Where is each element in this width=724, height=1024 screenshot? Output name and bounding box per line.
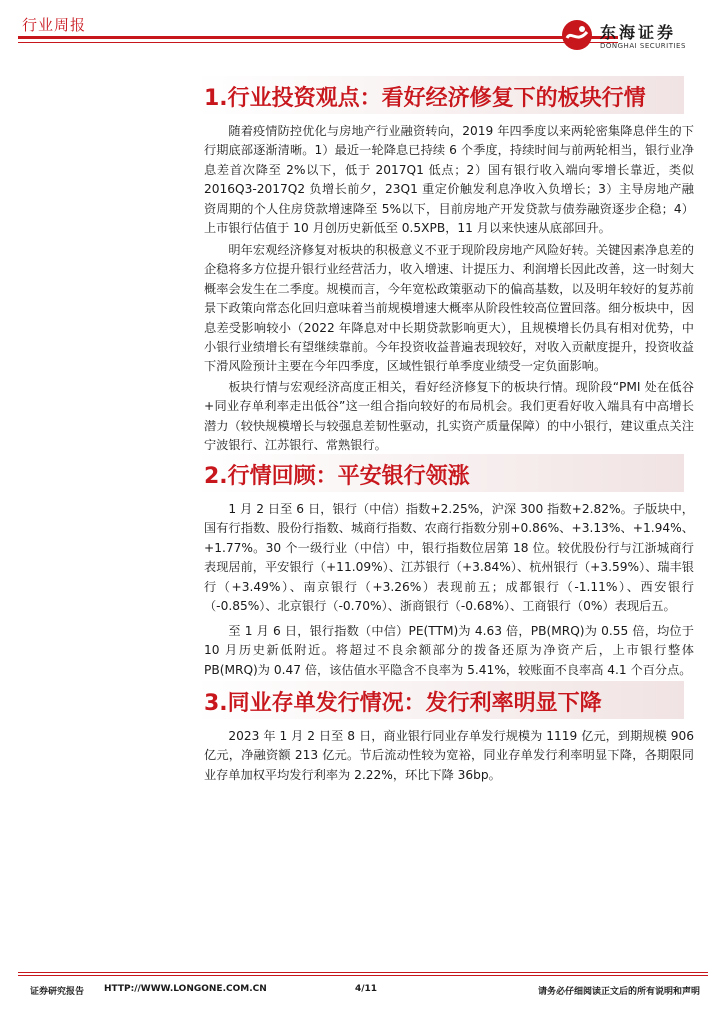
section-title-2: 2.行情回顾：平安银行领涨: [204, 464, 470, 489]
logo-text-cn: 东海证券: [600, 23, 677, 42]
company-logo: [560, 18, 710, 54]
header-divider: [18, 36, 618, 39]
report-type-label: 行业周报: [22, 16, 87, 34]
logo-emblem-icon: [560, 18, 594, 52]
logo-text-en: DONGHAI SECURITIES: [600, 42, 686, 50]
paragraph: 2023 年 1 月 2 日至 8 日，商业银行同业存单发行规模为 1119 亿元，到期规模 906 亿元，净融资额 213 亿元。节后流动性较为宽裕，同业存单发行利率明显下降，各期限同业存单加权平均发行利率为 2.22%，环比下降 36bp。: [204, 729, 694, 782]
section-title-3: 3.同业存单发行情况：发行利率明显下降: [204, 691, 602, 716]
header-divider-thin: [18, 42, 618, 43]
paragraph: 随着疫情防控优化与房地产行业融资转向，2019 年四季度以来两轮密集降息伴生的下行期底部逐渐清晰。1）最近一轮降息已持续 6 个季度，持续时间与前两轮相当，银行业净息差首次降至 2%以下，低于 2017Q1 低点；2）国有银行收入端向零增长靠近，类似 2016Q3-2017Q2 负增长前夕，23Q1 重定价触发利息净收入负增长；3）主导房地产融资周期的个人住房贷款增速降至 5%以下，目前房地产开发贷款与债券融资逐步企稳；4）上市银行估值于 10 月创历史新低至 0.5XPB，11 月以来快速从底部回升。: [204, 124, 694, 236]
page-number: 4/11: [355, 984, 378, 994]
paragraph: 至 1 月 6 日，银行指数（中信）PE(TTM)为 4.63 倍，PB(MRQ)为 0.55 倍，均位于 10 月历史新低附近。将超过不良余额部分的拨备还原为净资产后，上市银行整体 PB(MRQ)为 0.47 倍，该估值水平隐含不良率为 5.41%，较账面不良率高 4.1 个百分点。: [204, 624, 694, 677]
footer-divider-thin: [18, 975, 708, 976]
paragraph: 明年宏观经济修复对板块的积极意义不亚于现阶段房地产风险好转。关键因素净息差的企稳将多方位提升银行业经营活力，收入增速、计提压力、利润增长因此改善，这一时刻大概率会发生在二季度。规模而言，今年宽松政策驱动下的偏高基数，以及明年较好的复苏前景下政策向常态化回归意味着当前规模增速大概率从阶段性较高位置回落。细分板块中，因息差受影响较小（2022 年降息对中长期贷款影响更大），且规模增长仍具有相对优势，中小银行业绩增长有望继续靠前。今年投资收益普遍表现较好，对收入贡献度提升，投资收益下滑风险预计主要在今年四季度，区域性银行单季度业绩受一定负面影响。: [204, 243, 694, 374]
paragraph: 1 月 2 日至 6 日，银行（中信）指数+2.25%，沪深 300 指数+2.82%。子版块中，国有行指数、股份行指数、城商行指数、农商行指数分别+0.86%、+3.13%、+1.94%、+1.77%。30 个一级行业（中信）中，银行指数位居第 18 位。较优股份行与江浙城商行表现居前，平安银行（+11.09%）、江苏银行（+3.84%）、杭州银行（+3.59%）、瑞丰银行（+3.49%）、南京银行（+3.26%）表现前五；成都银行（-1.11%）、西安银行（-0.85%）、北京银行（-0.70%）、浙商银行（-0.68%）、工商银行（0%）表现后五。: [204, 502, 694, 614]
footer-website-link[interactable]: HTTP://WWW.LONGONE.COM.CN: [104, 984, 267, 994]
footer-report-label: 证券研究报告: [30, 987, 85, 997]
section-title-1: 1.行业投资观点：看好经济修复下的板块行情: [204, 86, 646, 111]
paragraph: 板块行情与宏观经济高度正相关，看好经济修复下的板块行情。现阶段“PMI 处在低谷+同业存单利率走出低谷”这一组合指向较好的布局机会。我们更看好收入端具有中高增长潜力（较快规模增长与较强息差韧性驱动，扎实资产质量保障）的中小银行，建议重点关注宁波银行、江苏银行、常熟银行。: [204, 380, 694, 453]
footer-divider: [18, 972, 708, 973]
footer-disclaimer: 请务必仔细阅读正文后的所有说明和声明: [537, 987, 700, 997]
